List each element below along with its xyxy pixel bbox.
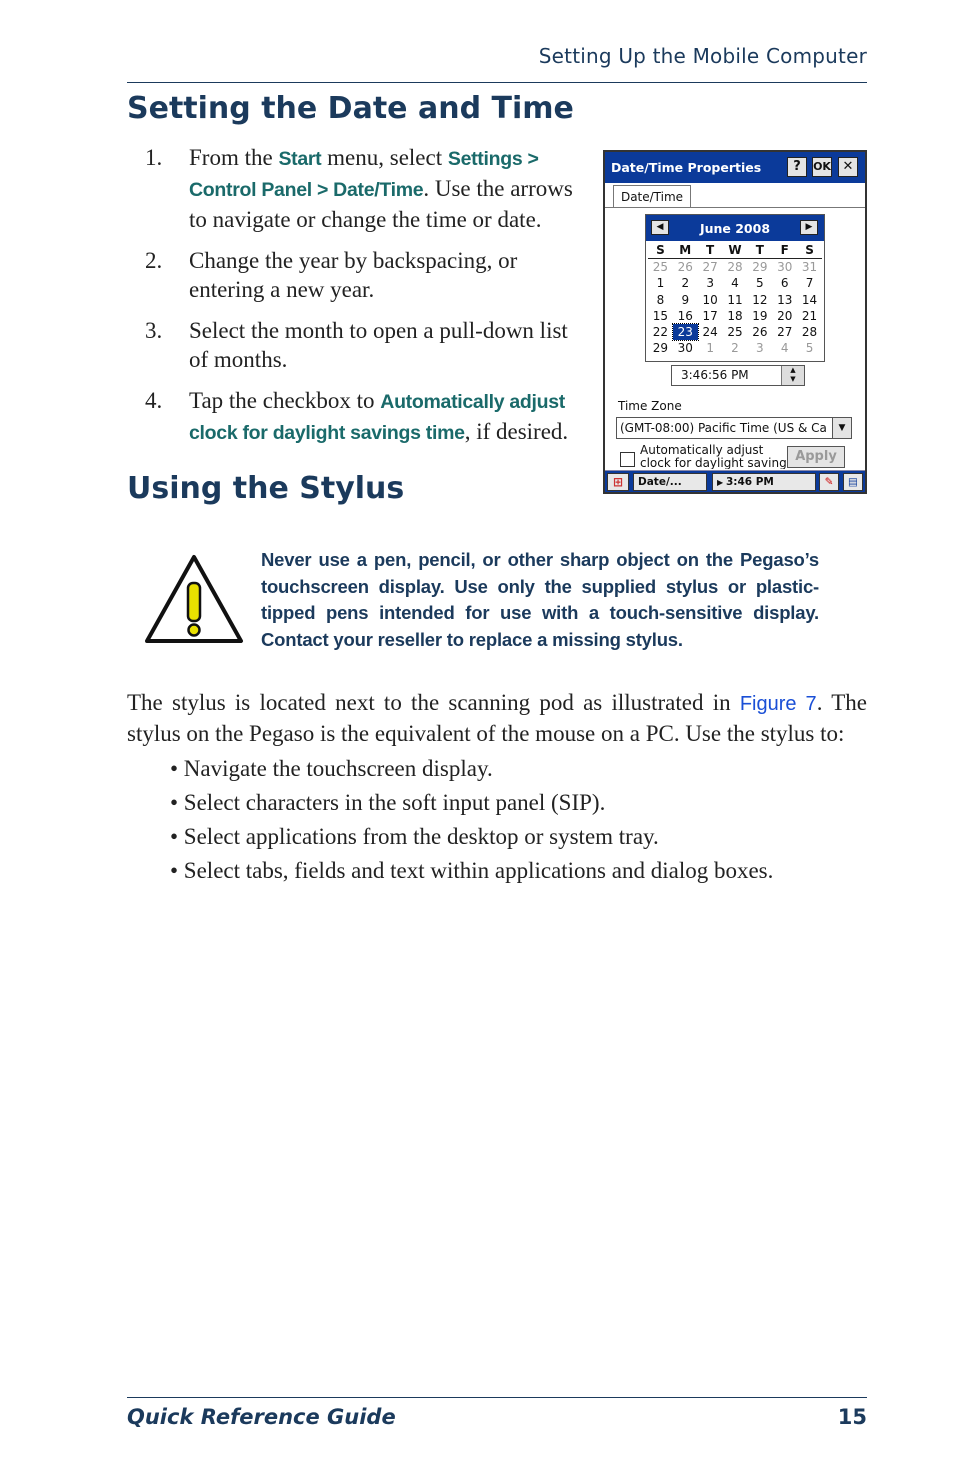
section-heading-stylus: Using the Stylus <box>127 471 405 506</box>
calendar-day[interactable]: 16 <box>677 308 693 323</box>
calendar <box>645 214 825 362</box>
section-heading-date-time: Setting the Date and Time <box>127 91 574 126</box>
calendar-day[interactable]: 10 <box>702 292 718 307</box>
calendar-day[interactable]: 2 <box>731 341 739 356</box>
apply-button[interactable]: Apply <box>787 446 845 468</box>
calendar-day[interactable]: 9 <box>681 292 690 307</box>
calendar-day[interactable]: 12 <box>752 292 768 307</box>
steps-list <box>145 143 590 460</box>
calendar-day[interactable]: 25 <box>652 260 669 274</box>
caution-text: Never use a pen, pencil, or other sharp object on the Pegaso’s touchscreen display. Use only the supplied stylus or plastic-tipped pens intended for use with a touch-sensitive display. Contact your reseller to replace a missing stylus. <box>261 549 819 650</box>
input-panel-icon[interactable]: ✎ <box>819 473 839 491</box>
time-field[interactable] <box>671 365 805 386</box>
stylus-paragraph <box>127 688 867 748</box>
timezone-label: Time Zone <box>618 399 682 413</box>
calendar-day[interactable]: 11 <box>727 292 743 307</box>
step-number: 1. <box>145 145 163 170</box>
calendar-day[interactable]: 19 <box>752 308 768 323</box>
chevron-down-icon[interactable]: ▼ <box>832 418 851 438</box>
calendar-day[interactable]: 4 <box>731 276 739 291</box>
calendar-month[interactable]: June 2008 <box>699 221 771 236</box>
calendar-day[interactable]: 13 <box>777 292 793 307</box>
calendar-day[interactable]: 5 <box>756 276 764 291</box>
weekday-header: F <box>772 243 797 259</box>
desktop-icon[interactable]: ▤ <box>843 473 863 491</box>
step-text: . Use the arrows to navigate or change the time or date. <box>189 176 573 232</box>
caution-icon <box>144 553 244 645</box>
dialog-titlebar <box>605 152 865 183</box>
weekday-header: W <box>723 243 748 259</box>
calendar-day[interactable]: 18 <box>727 308 743 323</box>
step-text: From the <box>189 145 279 170</box>
date-time-properties-screenshot <box>603 150 867 494</box>
ui-term-daylight-checkbox: Automatically adjust clock for daylight savings time <box>189 391 565 444</box>
taskbar-app-button[interactable]: Date/... <box>633 473 707 491</box>
calendar-day[interactable]: 29 <box>752 260 768 274</box>
step-text: menu, select <box>321 145 448 170</box>
calendar-day[interactable]: 2 <box>681 276 690 291</box>
calendar-day[interactable]: 26 <box>677 260 693 274</box>
time-spinner[interactable]: ▲ ▼ <box>781 366 804 385</box>
tab-divider <box>605 207 865 208</box>
calendar-day[interactable]: 28 <box>727 260 743 274</box>
step-text: Select the month to open a pull-down list of months. <box>189 318 568 372</box>
calendar-day[interactable]: 24 <box>702 325 718 340</box>
header-rule <box>127 82 867 83</box>
calendar-day[interactable]: 29 <box>652 341 669 356</box>
calendar-day[interactable]: 25 <box>727 325 743 340</box>
calendar-day[interactable]: 3 <box>706 276 714 291</box>
dialog-title: Date/Time Properties <box>611 160 762 175</box>
help-button[interactable]: ? <box>787 157 807 177</box>
list-item: • Select applications from the desktop or system tray. <box>170 824 659 849</box>
calendar-day[interactable]: 8 <box>656 292 665 307</box>
step-4 <box>145 386 590 448</box>
step-2 <box>145 246 590 304</box>
calendar-day[interactable]: 30 <box>677 341 693 356</box>
calendar-day[interactable]: 30 <box>777 260 793 274</box>
stylus-uses-list <box>170 752 773 888</box>
calendar-day[interactable]: 21 <box>801 308 818 323</box>
start-icon[interactable]: ⊞ <box>607 473 629 491</box>
calendar-day[interactable]: 20 <box>777 308 793 323</box>
calendar-day[interactable]: 17 <box>702 308 718 323</box>
calendar-day[interactable]: 4 <box>780 341 789 356</box>
step-number: 2. <box>145 248 163 273</box>
tray-arrow-icon: ▶ <box>717 478 726 487</box>
list-item: • Select characters in the soft input panel (SIP). <box>170 790 606 815</box>
prev-month-button[interactable]: ◀ <box>651 220 669 235</box>
step-text: Change the year by backspacing, or entering a new year. <box>189 248 518 302</box>
ui-term-start: Start <box>278 148 322 170</box>
footer-rule <box>127 1397 867 1398</box>
calendar-day[interactable]: 27 <box>777 325 793 340</box>
running-head: Setting Up the Mobile Computer <box>538 44 867 68</box>
calendar-day[interactable]: 1 <box>656 276 665 291</box>
step-number: 3. <box>145 318 163 343</box>
calendar-day[interactable]: 27 <box>702 260 718 274</box>
timezone-value: (GMT-08:00) Pacific Time (US & Ca <box>620 421 827 435</box>
list-item: • Select tabs, fields and text within applications and dialog boxes. <box>170 858 774 883</box>
step-number: 4. <box>145 388 163 413</box>
weekday-header: M <box>673 243 698 259</box>
para-text: The stylus is located next to the scanning pod as illustrated in <box>127 690 740 715</box>
list-item: • Navigate the touchscreen display. <box>170 756 493 781</box>
calendar-grid <box>648 243 822 357</box>
page-number: 15 <box>837 1405 867 1429</box>
figure-link[interactable]: Figure 7 <box>739 693 817 715</box>
time-value: 3:46:56 PM <box>681 368 749 382</box>
step-text: , if desired. <box>464 419 569 444</box>
step-text: Tap the checkbox to <box>189 388 381 413</box>
calendar-day[interactable]: 26 <box>752 325 768 340</box>
footer-title: Quick Reference Guide <box>127 1405 396 1429</box>
step-1 <box>145 143 590 234</box>
daylight-saving-checkbox[interactable] <box>620 452 635 467</box>
daylight-saving-label: Automatically adjust clock for daylight saving <box>640 444 787 469</box>
taskbar <box>605 470 865 493</box>
ok-button[interactable]: OK <box>812 157 832 177</box>
weekday-header: S <box>797 243 822 259</box>
close-button[interactable]: ✕ <box>838 157 858 177</box>
calendar-day[interactable]: 5 <box>805 341 814 356</box>
calendar-header <box>646 215 824 241</box>
next-month-button[interactable]: ▶ <box>800 220 818 235</box>
calendar-day[interactable]: 15 <box>652 308 669 323</box>
calendar-day[interactable]: 6 <box>780 276 789 291</box>
calendar-day[interactable]: 28 <box>801 325 818 340</box>
calendar-day[interactable]: 31 <box>801 260 818 274</box>
step-3 <box>145 316 590 374</box>
timezone-select[interactable] <box>616 417 852 439</box>
ui-term-settings-path: Settings > Control Panel > Date/Time <box>189 148 539 201</box>
tab-date-time[interactable]: Date/Time <box>613 185 691 208</box>
calendar-day[interactable]: 7 <box>805 276 814 291</box>
weekday-header: T <box>747 243 772 259</box>
calendar-day[interactable]: 1 <box>706 341 714 356</box>
calendar-day[interactable]: 3 <box>756 341 764 356</box>
calendar-day[interactable]: 14 <box>801 292 818 307</box>
weekday-header: S <box>648 243 673 259</box>
para-text: . The stylus on the Pegaso is the equivalent of the mouse on a PC. Use the stylus to: <box>127 690 868 746</box>
tray-clock[interactable]: 3:46 PM <box>725 476 774 488</box>
calendar-day[interactable]: 23 <box>673 324 698 340</box>
weekday-header: T <box>698 243 723 259</box>
calendar-day[interactable]: 22 <box>652 325 669 340</box>
system-tray[interactable] <box>712 473 816 491</box>
